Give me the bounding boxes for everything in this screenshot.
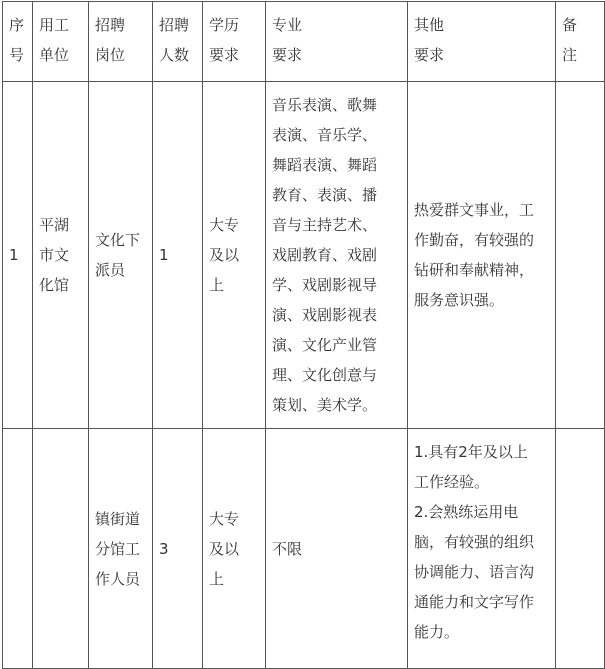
cell-education: 大专 及以 上 (203, 429, 266, 669)
cell-count: 1 (153, 82, 203, 429)
table-row (3, 429, 605, 669)
header-major: 专业 要求 (266, 2, 408, 82)
cell-note (556, 82, 605, 429)
cell-other: 热爱群文事业，工 作勤奋，有较强的 钻研和奉献精神， 服务意识强。 (408, 82, 556, 429)
header-position: 招聘 岗位 (89, 2, 153, 82)
cell-education: 大专 及以 上 (203, 82, 266, 429)
cell-other: 1.具有2年及以上 工作经验。 2.会熟练运用电 脑，有较强的组织 协调能力、语言沟 通能力和文字写作 能力。 (408, 429, 556, 669)
header-no: 序 号 (3, 2, 33, 82)
cell-position: 镇街道 分馆工 作人员 (89, 429, 153, 669)
table-row (3, 82, 605, 429)
cell-note (556, 429, 605, 669)
cell-no (3, 429, 33, 669)
header-row (3, 2, 605, 82)
cell-unit: 平湖 市文 化馆 (33, 82, 89, 429)
cell-unit (33, 429, 89, 669)
header-other: 其他 要求 (408, 2, 556, 82)
header-count: 招聘 人数 (153, 2, 203, 82)
cell-no: 1 (3, 82, 33, 429)
header-education: 学历 要求 (203, 2, 266, 82)
recruitment-table (2, 1, 605, 669)
header-unit: 用工 单位 (33, 2, 89, 82)
cell-position: 文化下 派员 (89, 82, 153, 429)
cell-major: 不限 (266, 429, 408, 669)
cell-count: 3 (153, 429, 203, 669)
header-note: 备 注 (556, 2, 605, 82)
cell-major: 音乐表演、歌舞 表演、音乐学、 舞蹈表演、舞蹈 教育、表演、播 音与主持艺术、 戏剧教育、戏剧 学、戏剧影视导 演、戏剧影视表 演、文化产业管 理、文化创意与 策划、美术学。 (266, 82, 408, 429)
